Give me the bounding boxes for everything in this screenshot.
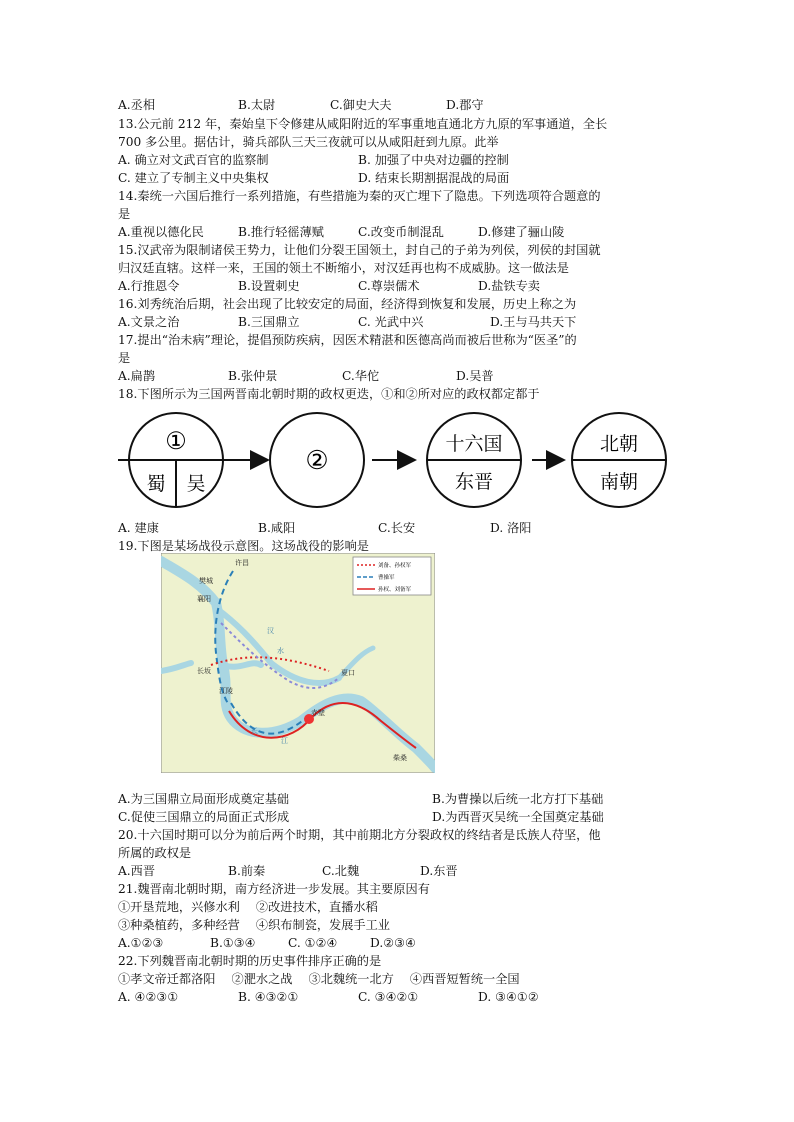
- place-xiangyang: 襄阳: [197, 595, 211, 603]
- circle-two: [270, 413, 364, 507]
- q21-option-b: B.①③④: [210, 936, 256, 950]
- q20-stem-line1: 20.十六国时期可以分为前后两个时期，其中前期北方分裂政权的终结者是氐族人苻坚，他: [118, 828, 601, 842]
- q22-option-d: D. ③④①②: [478, 990, 539, 1004]
- q21-option-c: C. ①②④: [288, 936, 338, 950]
- legend-entry-3: 孙权、刘备军: [378, 587, 412, 593]
- q22-option-b: B. ④③②①: [238, 990, 299, 1004]
- q17-option-b: B.张仲景: [228, 369, 278, 383]
- river-label-han: 汉: [267, 627, 274, 635]
- circle-sixteen-kingdoms: [427, 413, 521, 507]
- q15-stem-line2: 归汉廷直辖。这样一来，王国的领土不断缩小，对汉廷再也构不成威胁。这一做法是: [118, 261, 569, 275]
- q19-option-a: A.为三国鼎立局面形成奠定基础: [118, 792, 290, 806]
- q13-option-d: D. 结束长期割据混战的局面: [358, 171, 510, 185]
- q13-option-b: B. 加强了中央对边疆的控制: [358, 153, 509, 167]
- q21-stem-line2: ①开垦荒地，兴修水利 ②改进技术，直播水稻: [118, 900, 378, 914]
- q16-option-a: A.文景之治: [118, 315, 180, 329]
- q16-stem: 16.刘秀统治后期，社会出现了比较安定的局面，经济得到恢复和发展，历史上称之为: [118, 297, 577, 311]
- q13-stem-line1: 13.公元前 212 年，秦始皇下令修建从咸阳附近的军事重地直通北方九原的军事通道，全长: [118, 117, 608, 131]
- q15-option-a: A.行推恩令: [118, 279, 180, 293]
- q20-option-b: B.前秦: [228, 864, 266, 878]
- circle-three-kingdoms: [129, 413, 223, 507]
- q14-option-a: A.重视以德化民: [118, 225, 204, 239]
- place-changban: 长坂: [197, 667, 211, 675]
- legend-entry-1: 刘备、孙权军: [378, 563, 412, 569]
- q12-option-c: C.御史大夫: [330, 98, 392, 112]
- place-chibi: 赤壁: [311, 709, 325, 717]
- circle-north-south: [572, 413, 666, 507]
- q22-stem-line1: 22.下列魏晋南北朝时期的历史事件排序正确的是: [118, 954, 382, 968]
- q14-option-c: C.改变币制混乱: [358, 225, 444, 239]
- q21-stem-line1: 21.魏晋南北朝时期，南方经济进一步发展。其主要原因有: [118, 882, 430, 896]
- q17-stem-line2: 是: [118, 351, 131, 365]
- q19-option-c: C.促使三国鼎立的局面正式形成: [118, 810, 290, 824]
- q18-stem: 18.下图所示为三国两晋南北朝时期的政权更迭，①和②所对应的政权都定都于: [118, 387, 540, 401]
- circle3-top-label: 十六国: [445, 433, 503, 455]
- q13-stem-line2: 700 多公里。据估计，骑兵部队三天三夜就可以从咸阳赶到九原。此举: [118, 135, 499, 149]
- q17-stem-line1: 17.提出“治未病”理论，提倡预防疾病，因医术精湛和医德高尚而被后世称为“医圣”的: [118, 333, 577, 347]
- q22-stem-line2: ①孝文帝迁都洛阳 ②淝水之战 ③北魏统一北方 ④西晋短暂统一全国: [118, 972, 520, 986]
- q22-option-c: C. ③④②①: [358, 990, 419, 1004]
- q20-option-d: D.东晋: [420, 864, 458, 878]
- q18-option-c: C.长安: [378, 521, 416, 535]
- q22-option-a: A. ④②③①: [118, 990, 179, 1004]
- circle2-label: ②: [305, 446, 329, 476]
- battle-map: [161, 553, 435, 773]
- q21-option-d: D.②③④: [370, 936, 416, 950]
- circle3-bottom-label: 东晋: [454, 471, 494, 493]
- place-chaisang: 柴桑: [393, 754, 407, 762]
- place-xuchang: 许昌: [235, 559, 249, 567]
- regime-succession-diagram: [118, 410, 670, 510]
- q18-option-a: A. 建康: [118, 521, 159, 535]
- circle4-bottom-label: 南朝: [599, 471, 639, 493]
- q19-option-d: D.为西晋灭吴统一全国奠定基础: [432, 810, 604, 824]
- q19-stem: 19.下图是某场战役示意图。这场战役的影响是: [118, 539, 369, 553]
- river-label-chang: 长: [251, 727, 258, 735]
- q18-option-b: B.咸阳: [258, 521, 296, 535]
- q16-option-b: B.三国鼎立: [238, 315, 300, 329]
- q12-option-b: B.太尉: [238, 98, 276, 112]
- q14-stem-line2: 是: [118, 207, 131, 221]
- q19-option-b: B.为曹操以后统一北方打下基础: [432, 792, 604, 806]
- q21-stem-line3: ③种桑植药，多种经营 ④织布制瓷，发展手工业: [118, 918, 390, 932]
- q20-stem-line2: 所属的政权是: [118, 846, 192, 860]
- circle4-top-label: 北朝: [599, 433, 639, 455]
- q20-option-a: A.西晋: [118, 864, 156, 878]
- q17-option-d: D.吴普: [456, 369, 494, 383]
- q15-option-d: D.盐铁专卖: [478, 279, 540, 293]
- q17-option-c: C.华佗: [342, 369, 380, 383]
- place-xiakou: 夏口: [341, 669, 355, 677]
- q14-stem-line1: 14.秦统一六国后推行一系列措施，有些措施为秦的灭亡埋下了隐患。下列选项符合题意的: [118, 189, 601, 203]
- circle1-shu-label: 蜀: [146, 473, 166, 495]
- circle1-wu-label: 吴: [186, 473, 206, 495]
- legend-entry-2: 曹操军: [378, 575, 395, 581]
- q16-option-d: D.王与马共天下: [490, 315, 577, 329]
- q17-option-a: A.扁鹊: [118, 369, 156, 383]
- q16-option-c: C. 光武中兴: [358, 315, 424, 329]
- q15-stem-line1: 15.汉武帝为限制诸侯王势力，让他们分裂王国领土，封自己的子弟为列侯，列侯的封国就: [118, 243, 601, 257]
- q14-option-d: D.修建了骊山陵: [478, 225, 565, 239]
- river-label-shui: 水: [277, 647, 284, 655]
- q15-option-b: B.设置刺史: [238, 279, 300, 293]
- q13-option-c: C. 建立了专制主义中央集权: [118, 171, 269, 185]
- q13-option-a: A. 确立对文武百官的监察制: [118, 153, 269, 167]
- q18-option-d: D. 洛阳: [490, 521, 532, 535]
- q20-option-c: C.北魏: [322, 864, 360, 878]
- q12-option-d: D.郡守: [446, 98, 484, 112]
- q21-option-a: A.①②③: [118, 936, 164, 950]
- q14-option-b: B.推行轻徭薄赋: [238, 225, 324, 239]
- circle1-top-label: ①: [165, 427, 187, 455]
- q15-option-c: C.尊崇儒术: [358, 279, 420, 293]
- river-label-jiang: 江: [281, 737, 288, 745]
- place-jiangling: 江陵: [219, 687, 233, 695]
- place-fancheng: 樊城: [199, 577, 213, 585]
- q12-option-a: A.丞相: [118, 98, 156, 112]
